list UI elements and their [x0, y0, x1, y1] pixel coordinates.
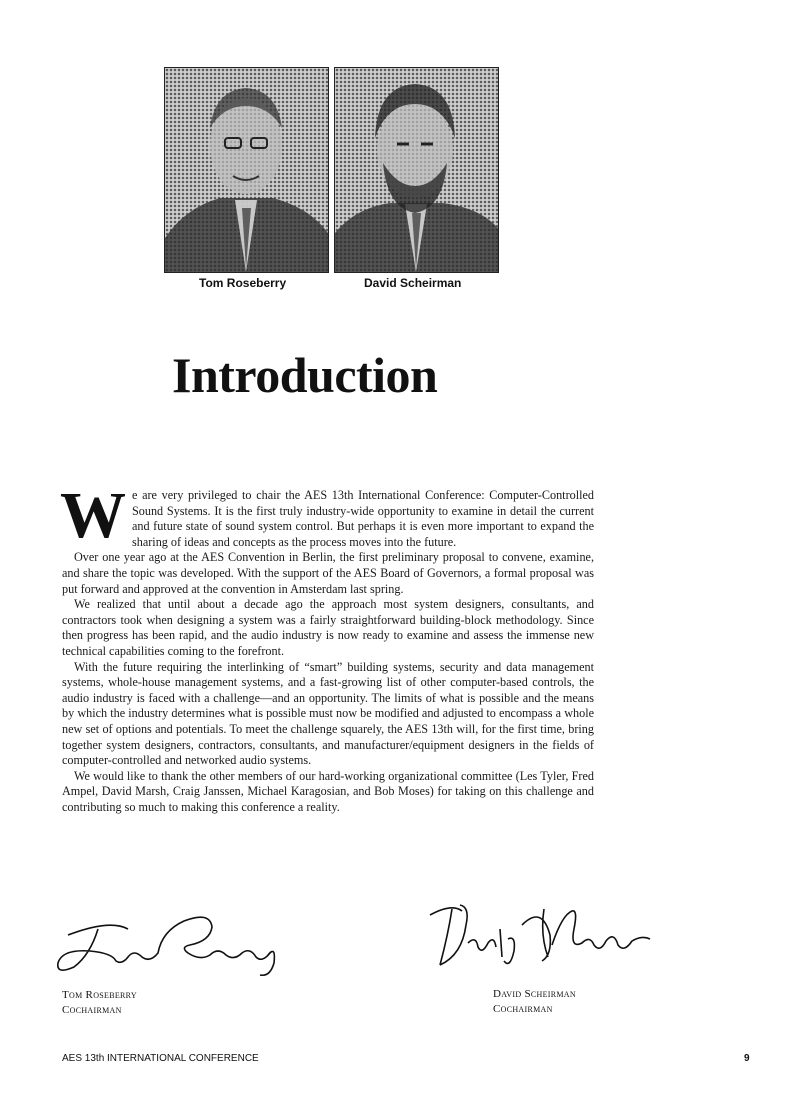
signer-left-name: Tom Roseberry — [62, 989, 137, 1001]
signature-tom-roseberry — [50, 905, 290, 985]
signer-right-name: David Scheirman — [493, 988, 576, 1000]
paragraph-5: We would like to thank the other members of our hard-working organizational committee (Les Tyler, Fred Ampel, David Marsh, Craig Janssen, Michael Karagosian, and Bob Moses) for taking on this challenge and contributing so much to making this conference a reality. — [62, 768, 594, 814]
signer-left — [62, 988, 137, 1018]
paragraph-2: Over one year ago at the AES Convention in Berlin, the first preliminary proposal to convene, examine, and share the topic was developed. With the support of the AES Board of Governors, a formal proposal was put forward and approved at the convention in Amsterdam last spring. — [62, 550, 594, 596]
portrait-david-scheirman — [334, 67, 499, 273]
portrait-silhouette-right — [335, 68, 498, 272]
introduction-body — [60, 479, 594, 815]
paragraph-1-text: e are very privileged to chair the AES 13th International Conference: Computer-Controlled Sound Systems. It is the first truly industry-wide opportunity to examine in detail the current and future state of sound system control. But perhaps it is even more important to expand the sharing of ideas and concepts as the process moves into the future. — [132, 488, 594, 549]
paragraph-4: With the future requiring the interlinking of “smart” building systems, security and data management systems, whole-house management systems, and a fast-growing list of other computer-based controls, the audio industry is faced with a challenge—and an opportunity. The limits of what is possible and the means by which the industry determines what is possible must now be modified and adjusted to encompass a whole new set of options and potentials. To meet the challenge squarely, the AES 13th will, for the first time, bring together system designers, contractors, consultants, and manufacturer/equipment designers in the fields of computer-controlled and networked audio systems. — [62, 659, 594, 768]
page-title: Introduction — [172, 347, 438, 403]
signature-david-scheirman — [422, 895, 652, 980]
footer-conference-name: AES 13th INTERNATIONAL CONFERENCE — [62, 1053, 259, 1064]
drop-cap: W — [60, 479, 126, 552]
signer-right — [493, 987, 576, 1017]
footer-page-number: 9 — [744, 1053, 750, 1064]
portrait-silhouette-left — [165, 68, 328, 272]
photo-caption-right: David Scheirman — [364, 276, 462, 290]
portrait-tom-roseberry — [164, 67, 329, 273]
signer-left-role: Cochairman — [62, 1004, 122, 1016]
paragraph-1 — [60, 479, 594, 552]
signer-right-role: Cochairman — [493, 1003, 553, 1015]
photo-caption-left: Tom Roseberry — [199, 276, 287, 290]
paragraph-3: We realized that until about a decade ago the approach most system designers, consultants, and contractors took when designing a system was a fairly straightforward building-block methodology. Since then progress has been rapid, and the audio industry is now ready to examine and assess the immense new technical capabilities coming to the forefront. — [62, 597, 594, 658]
